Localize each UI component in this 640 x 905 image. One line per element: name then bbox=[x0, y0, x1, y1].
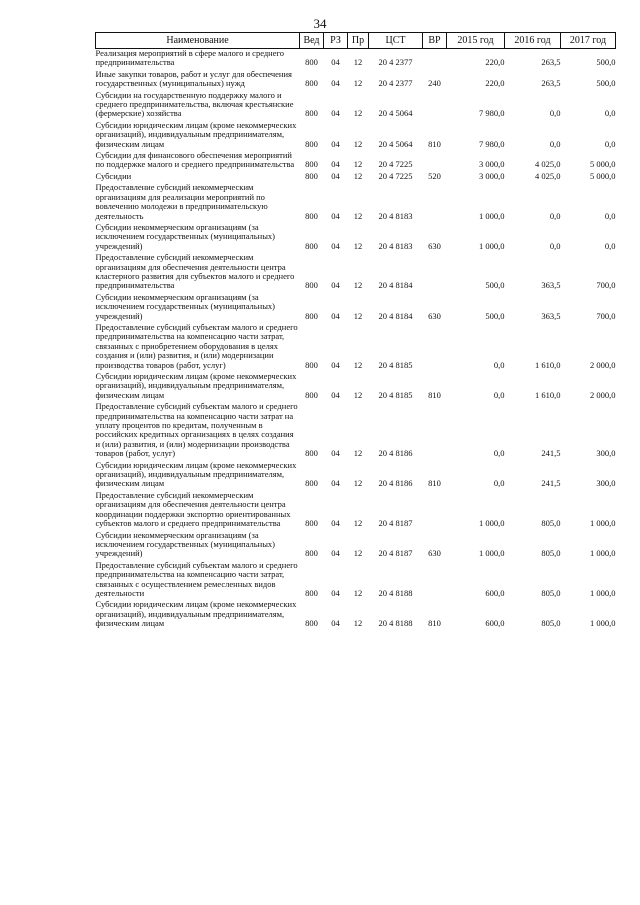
cell-2016: 1 610,0 bbox=[535, 359, 561, 370]
cell-2015: 1 000,0 bbox=[479, 210, 505, 221]
cell-2016: 263,5 bbox=[541, 57, 561, 68]
cell-vr: 630 bbox=[428, 310, 441, 321]
cell-ved: 800 bbox=[305, 618, 318, 629]
cell-ved: 800 bbox=[305, 389, 318, 400]
cell-2015: 1 000,0 bbox=[479, 518, 505, 529]
cell-rz: 04 bbox=[331, 210, 340, 221]
cell-2017: 500,0 bbox=[596, 78, 616, 89]
cell-vr bbox=[423, 252, 447, 292]
cell-2015: 500,0 bbox=[485, 310, 505, 321]
cell-cst: 20 4 8187 bbox=[378, 518, 413, 529]
cell-name: Субсидии юридическим лицам (кроме некоммерческих организаций), индивидуальным предпринимателям, физическим лицам bbox=[95, 599, 297, 629]
cell-rz: 04 bbox=[331, 548, 340, 559]
cell-pr: 12 bbox=[353, 389, 363, 400]
cell-name: Субсидии некоммерческим организациям (за исключением государственных (муниципальных) учреждений) bbox=[95, 291, 276, 321]
cell-name: Предоставление субсидий некоммерческим организациям для обеспечения деятельности центра кластерного развития для субъектов малого и среднего предпринимательства bbox=[95, 252, 295, 291]
cell-name: Предоставление субсидий субъектам малого и среднего предпринимательства на компенсацию части затрат, связанных с осуществлением ремесленных видов деятельности bbox=[95, 559, 298, 598]
cell-ved: 800 bbox=[305, 310, 318, 321]
cell-vr bbox=[423, 490, 447, 530]
header-rz: РЗ bbox=[324, 33, 348, 49]
cell-2016: 363,5 bbox=[541, 310, 561, 321]
table-row bbox=[96, 182, 616, 222]
cell-2017: 5 000,0 bbox=[590, 170, 616, 181]
header-cst: ЦСТ bbox=[369, 33, 423, 49]
cell-name: Субсидии на государственную поддержку малого и среднего предпринимательства, включая крестьянские (фермерские) хозяйства bbox=[95, 89, 294, 119]
cell-2015: 600,0 bbox=[485, 618, 505, 629]
cell-2016: 805,0 bbox=[541, 618, 561, 629]
header-pr: Пр bbox=[348, 33, 369, 49]
cell-ved: 800 bbox=[305, 518, 318, 529]
cell-rz: 04 bbox=[331, 448, 340, 459]
cell-2017: 300,0 bbox=[596, 448, 616, 459]
cell-vr: 630 bbox=[428, 240, 441, 251]
header-name: Наименование bbox=[96, 33, 300, 49]
cell-rz: 04 bbox=[331, 159, 340, 170]
cell-ved: 800 bbox=[305, 170, 318, 181]
budget-table bbox=[95, 32, 616, 630]
cell-name: Субсидии bbox=[95, 170, 132, 181]
cell-pr: 12 bbox=[353, 240, 363, 251]
cell-cst: 20 4 8184 bbox=[378, 310, 413, 321]
table-row bbox=[96, 90, 616, 120]
cell-vr: 240 bbox=[428, 78, 441, 89]
cell-2015: 3 000,0 bbox=[479, 159, 505, 170]
cell-pr: 12 bbox=[353, 108, 363, 119]
cell-2015: 220,0 bbox=[485, 78, 505, 89]
cell-vr bbox=[423, 90, 447, 120]
cell-2017: 500,0 bbox=[596, 57, 616, 68]
cell-ved: 800 bbox=[305, 108, 318, 119]
cell-2016: 0,0 bbox=[549, 240, 561, 251]
cell-cst: 20 4 8187 bbox=[378, 548, 413, 559]
cell-2016: 805,0 bbox=[541, 587, 561, 598]
cell-2016: 241,5 bbox=[541, 448, 561, 459]
cell-name: Субсидии некоммерческим организациям (за исключением государственных (муниципальных) учреждений) bbox=[95, 221, 276, 251]
cell-2016: 363,5 bbox=[541, 280, 561, 291]
cell-2017: 2 000,0 bbox=[590, 359, 616, 370]
cell-cst: 20 4 8184 bbox=[378, 280, 413, 291]
cell-name: Предоставление субсидий некоммерческим организациям для обеспечения деятельности центра координации поддержки экспортно ориентированных субъектов малого и среднего предпринимательства bbox=[95, 489, 291, 529]
cell-rz: 04 bbox=[331, 280, 340, 291]
cell-2017: 0,0 bbox=[604, 210, 616, 221]
cell-2015: 7 980,0 bbox=[479, 138, 505, 149]
cell-vr: 810 bbox=[428, 618, 441, 629]
cell-2016: 805,0 bbox=[541, 548, 561, 559]
cell-pr: 12 bbox=[353, 448, 363, 459]
cell-pr: 12 bbox=[353, 280, 363, 291]
cell-name: Субсидии для финансового обеспечения мероприятий по поддержке малого и среднего предпринимательства bbox=[95, 150, 295, 170]
cell-pr: 12 bbox=[353, 78, 363, 89]
cell-cst: 20 4 8186 bbox=[378, 448, 413, 459]
cell-pr: 12 bbox=[353, 159, 363, 170]
cell-cst: 20 4 5064 bbox=[378, 138, 413, 149]
cell-rz: 04 bbox=[331, 359, 340, 370]
table-row bbox=[96, 530, 616, 560]
cell-rz: 04 bbox=[331, 138, 340, 149]
cell-ved: 800 bbox=[305, 78, 318, 89]
cell-2015: 0,0 bbox=[493, 478, 505, 489]
header-2015: 2015 год bbox=[447, 33, 505, 49]
cell-2015: 0,0 bbox=[493, 448, 505, 459]
cell-rz: 04 bbox=[331, 78, 340, 89]
cell-vr bbox=[423, 49, 447, 69]
cell-2017: 0,0 bbox=[604, 240, 616, 251]
table-row bbox=[96, 120, 616, 150]
cell-2015: 0,0 bbox=[493, 389, 505, 400]
cell-pr: 12 bbox=[353, 170, 363, 181]
page-number: 34 bbox=[313, 16, 327, 31]
cell-vr: 810 bbox=[428, 138, 441, 149]
cell-ved: 800 bbox=[305, 548, 318, 559]
cell-ved: 800 bbox=[305, 448, 318, 459]
cell-name: Иные закупки товаров, работ и услуг для обеспечения государственных (муниципальных) нужд bbox=[95, 68, 292, 89]
table-row bbox=[96, 322, 616, 371]
cell-2017: 1 000,0 bbox=[590, 618, 616, 629]
cell-rz: 04 bbox=[331, 310, 340, 321]
cell-cst: 20 4 5064 bbox=[378, 108, 413, 119]
cell-ved: 800 bbox=[305, 478, 318, 489]
cell-rz: 04 bbox=[331, 389, 340, 400]
cell-2017: 5 000,0 bbox=[590, 159, 616, 170]
cell-vr: 810 bbox=[428, 389, 441, 400]
cell-vr bbox=[423, 150, 447, 171]
cell-2015: 1 000,0 bbox=[479, 240, 505, 251]
cell-2017: 1 000,0 bbox=[590, 548, 616, 559]
cell-2016: 0,0 bbox=[549, 108, 561, 119]
cell-ved: 800 bbox=[305, 587, 318, 598]
cell-vr bbox=[423, 182, 447, 222]
cell-2017: 700,0 bbox=[596, 280, 616, 291]
cell-2015: 0,0 bbox=[493, 359, 505, 370]
cell-2015: 220,0 bbox=[485, 57, 505, 68]
cell-2015: 600,0 bbox=[485, 587, 505, 598]
cell-2016: 263,5 bbox=[541, 78, 561, 89]
cell-rz: 04 bbox=[331, 518, 340, 529]
cell-cst: 20 4 8186 bbox=[378, 478, 413, 489]
table-row bbox=[96, 292, 616, 322]
header-2016: 2016 год bbox=[505, 33, 561, 49]
cell-ved: 800 bbox=[305, 57, 318, 68]
table-row bbox=[96, 401, 616, 459]
cell-vr: 630 bbox=[428, 548, 441, 559]
cell-2015: 7 980,0 bbox=[479, 108, 505, 119]
cell-ved: 800 bbox=[305, 210, 318, 221]
cell-ved: 800 bbox=[305, 240, 318, 251]
cell-2017: 2 000,0 bbox=[590, 389, 616, 400]
table-row bbox=[96, 150, 616, 171]
cell-pr: 12 bbox=[353, 548, 363, 559]
cell-ved: 800 bbox=[305, 280, 318, 291]
cell-2017: 300,0 bbox=[596, 478, 616, 489]
cell-pr: 12 bbox=[353, 359, 363, 370]
cell-2017: 0,0 bbox=[604, 138, 616, 149]
cell-2016: 4 025,0 bbox=[535, 170, 561, 181]
table-row bbox=[96, 222, 616, 252]
cell-pr: 12 bbox=[353, 57, 363, 68]
table-row bbox=[96, 490, 616, 530]
cell-cst: 20 4 8185 bbox=[378, 359, 413, 370]
cell-name: Субсидии юридическим лицам (кроме некоммерческих организаций), индивидуальным предпринимателям, физическим лицам bbox=[95, 371, 297, 400]
cell-2017: 1 000,0 bbox=[590, 587, 616, 598]
cell-vr bbox=[423, 560, 447, 600]
cell-2016: 0,0 bbox=[549, 210, 561, 221]
cell-cst: 20 4 7225 bbox=[378, 170, 413, 181]
cell-name: Предоставление субсидий субъектам малого и среднего предпринимательства на компенсацию части затрат на уплату процентов по кредитам, полученным в российских кредитных организациях в целях создания и (или) развития, и (или) модернизации производства товаров (работ, услуг) bbox=[95, 401, 298, 459]
cell-cst: 20 4 8185 bbox=[378, 389, 413, 400]
cell-rz: 04 bbox=[331, 240, 340, 251]
cell-pr: 12 bbox=[353, 518, 363, 529]
table-row bbox=[96, 599, 616, 629]
cell-cst: 20 4 7225 bbox=[378, 159, 413, 170]
cell-vr bbox=[423, 322, 447, 371]
cell-ved: 800 bbox=[305, 159, 318, 170]
cell-pr: 12 bbox=[353, 618, 363, 629]
cell-2015: 1 000,0 bbox=[479, 548, 505, 559]
cell-name: Реализация мероприятий в сфере малого и среднего предпринимательства bbox=[95, 48, 285, 68]
cell-2017: 700,0 bbox=[596, 310, 616, 321]
cell-2015: 3 000,0 bbox=[479, 170, 505, 181]
table-row bbox=[96, 69, 616, 90]
cell-2016: 241,5 bbox=[541, 478, 561, 489]
header-2017: 2017 год bbox=[561, 33, 616, 49]
table-header-row bbox=[96, 33, 616, 49]
table-row bbox=[96, 252, 616, 292]
table-row bbox=[96, 371, 616, 401]
cell-rz: 04 bbox=[331, 478, 340, 489]
cell-2017: 1 000,0 bbox=[590, 518, 616, 529]
cell-pr: 12 bbox=[353, 478, 363, 489]
cell-2017: 0,0 bbox=[604, 108, 616, 119]
cell-cst: 20 4 2377 bbox=[378, 57, 413, 68]
cell-vr bbox=[423, 401, 447, 459]
table-row bbox=[96, 460, 616, 490]
cell-ved: 800 bbox=[305, 138, 318, 149]
cell-name: Предоставление субсидий субъектам малого и среднего предпринимательства на компенсацию части затрат, связанных с приобретением оборудования в целях создания и (или) развития, и (или) модернизации производства товаров (работ, услуг) bbox=[95, 321, 298, 370]
cell-2016: 1 610,0 bbox=[535, 389, 561, 400]
cell-name: Субсидии юридическим лицам (кроме некоммерческих организаций), индивидуальным предпринимателям, физическим лицам bbox=[95, 119, 297, 149]
cell-name: Предоставление субсидий некоммерческим организациям для реализации мероприятий по вовлечению молодежи в предпринимательскую деятельность bbox=[95, 182, 268, 221]
cell-cst: 20 4 8188 bbox=[378, 587, 413, 598]
cell-2015: 500,0 bbox=[485, 280, 505, 291]
cell-name: Субсидии юридическим лицам (кроме некоммерческих организаций), индивидуальным предпринимателям, физическим лицам bbox=[95, 459, 297, 489]
cell-pr: 12 bbox=[353, 587, 363, 598]
header-vr: ВР bbox=[423, 33, 447, 49]
header-ved: Вед bbox=[300, 33, 324, 49]
cell-rz: 04 bbox=[331, 618, 340, 629]
cell-2016: 0,0 bbox=[549, 138, 561, 149]
cell-cst: 20 4 8183 bbox=[378, 210, 413, 221]
cell-rz: 04 bbox=[331, 57, 340, 68]
cell-name: Субсидии некоммерческим организациям (за исключением государственных (муниципальных) учреждений) bbox=[95, 529, 276, 559]
table-row bbox=[96, 49, 616, 69]
cell-ved: 800 bbox=[305, 359, 318, 370]
cell-rz: 04 bbox=[331, 587, 340, 598]
cell-2016: 805,0 bbox=[541, 518, 561, 529]
table-row bbox=[96, 171, 616, 182]
cell-vr: 810 bbox=[428, 478, 441, 489]
cell-2016: 4 025,0 bbox=[535, 159, 561, 170]
cell-pr: 12 bbox=[353, 310, 363, 321]
cell-rz: 04 bbox=[331, 170, 340, 181]
table-body bbox=[96, 49, 616, 630]
cell-pr: 12 bbox=[353, 210, 363, 221]
cell-vr: 520 bbox=[428, 170, 441, 181]
cell-cst: 20 4 8188 bbox=[378, 618, 413, 629]
cell-pr: 12 bbox=[353, 138, 363, 149]
table-row bbox=[96, 560, 616, 600]
cell-rz: 04 bbox=[331, 108, 340, 119]
cell-cst: 20 4 8183 bbox=[378, 240, 413, 251]
cell-cst: 20 4 2377 bbox=[378, 78, 413, 89]
